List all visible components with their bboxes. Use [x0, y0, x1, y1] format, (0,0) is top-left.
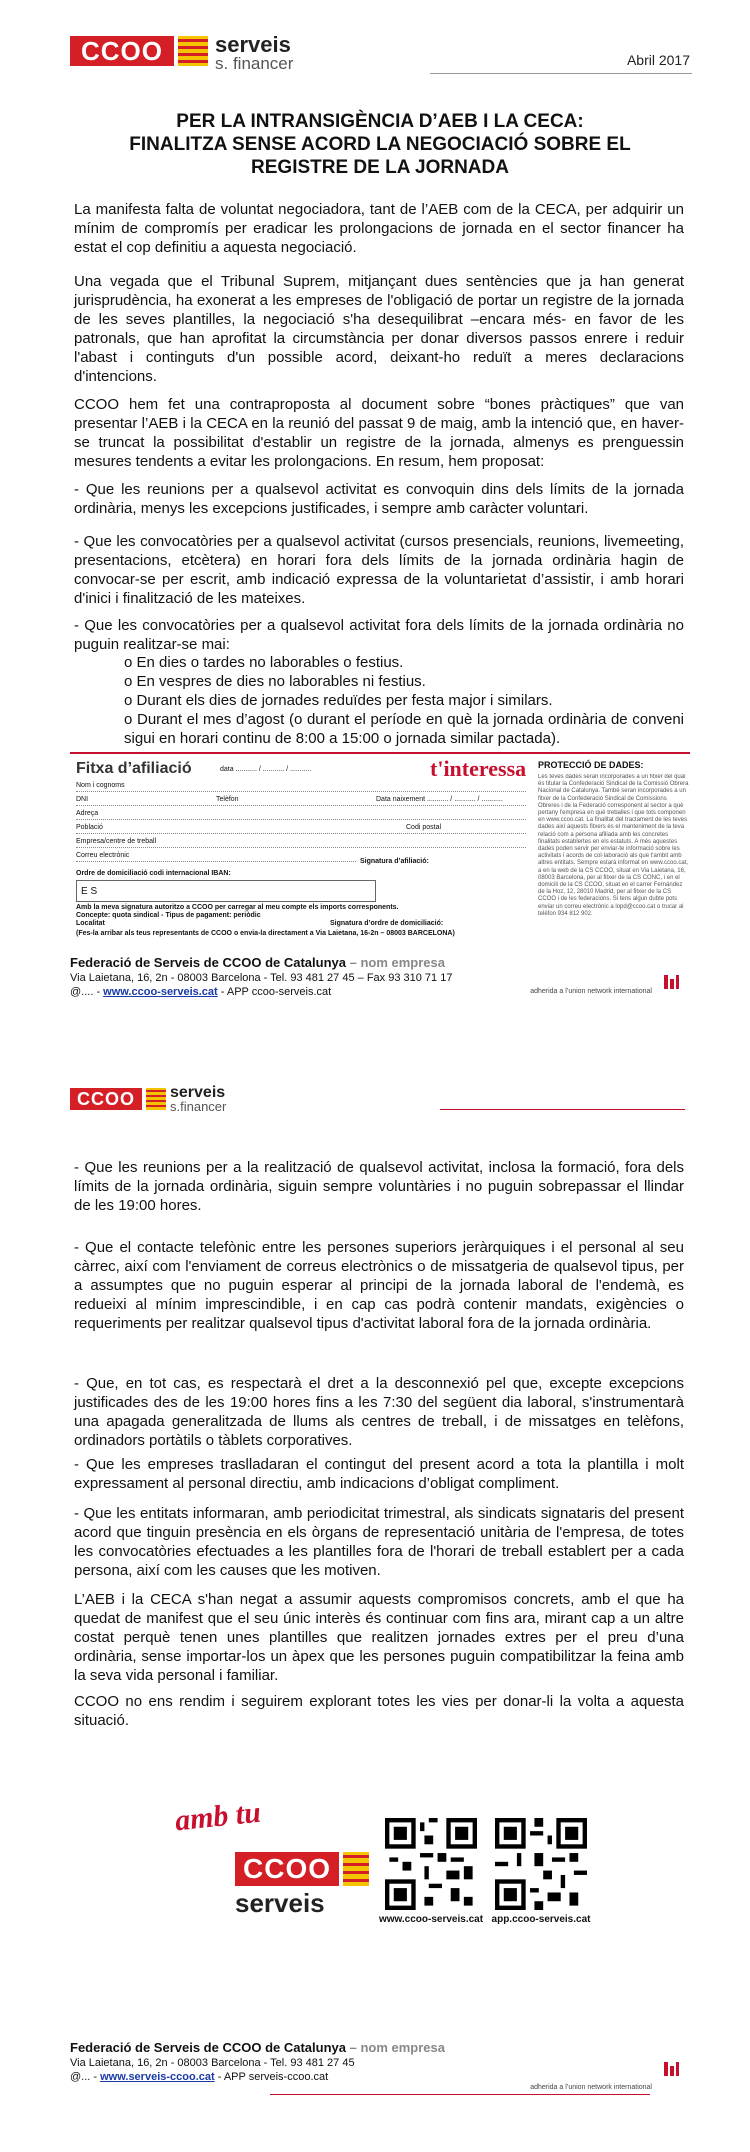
- proposal-item: - Que les reunions per a qualsevol activitat es convoquin dins dels límits de la jornada ordinària, menys les excepcions justificades, i sempre amb caràcter voluntari.: [74, 481, 684, 517]
- federation-name: [70, 2040, 445, 2055]
- name-field[interactable]: [76, 780, 526, 792]
- paragraph-4: L’AEB i la CECA s'han negat a assumir aquests compromisos concrets, amb el que ha quedat de manifest que el seu únic interès és continuar com fins ara, mirant cap a un altre costat perquè tenen unes plantilles que realitzen jornades extres per el preu d’una ordinària, sense importar-los un àpex que les persones puguin compatibilitzar la feina amb la seva vida personal i familiar.: [74, 1591, 684, 1684]
- ccoo-logo-box: CCOO: [235, 1852, 339, 1886]
- website-link[interactable]: www.serveis-ccoo.cat: [100, 2071, 215, 2083]
- proposal-item: - Que les empreses traslladaran el contingut del present acord a tota la plantilla i molt expressament al personal directiu, amb indicacions d’obligat compliment.: [74, 1456, 684, 1492]
- paragraph-5: CCOO no ens rendim i seguirem explorant totes les vies per donar-li la volta a aquesta situació.: [74, 1693, 684, 1729]
- authorization-note: Amb la meva signatura autoritzo a CCOO per carregar al meu compte els imports corresponents.: [76, 904, 399, 911]
- federation-address: Via Laietana, 16, 2n - 08003 Barcelona - Tel. 93 481 27 45 – Fax 93 310 71 17: [70, 972, 453, 984]
- website-link[interactable]: www.ccoo-serveis.cat: [103, 986, 218, 998]
- data-protection-text: Les teves dades seran incorporades a un fitxer del qual és titular la Confederació Sindical de la Comissió Obrera Nacional de Catalunya. També seran incorporades a un fitxer de la Confederació Sindical de Comissions Obreres i de la Federació corresponent al sector a què pertany l'empresa en què treballes i que tots componen en www.ccoo.cat. La finalitat del tractament de les teves dades així aquests fitxers és el manteniment de la teva relació com a persona afiliada amb les concretes finalitats establertes en els estatuts. A més aquestes dades poden servir per enviar-te informació sobre les activitats i acords de col·laboració als que t'ambit amb altres entitats. Sempre estarà informat en www.ccoo.cat, a en la web de la CS CCOO, situat en Via Laietana, 16, 08003 Barcelona, per al fitxer de la CS CONC, i en el domicili de la CS CCOO, situat en el carrer Fernández de la Hoz, 12, 28010 Madrid, per al fitxer de la CS CCOO i de les federacions. Si tens algun dubte pots enviar un correu electrònic a lopd@ccoo.cat o trucar al telèfon 934 812 902.: [538, 774, 689, 917]
- uni-global-union-logo-icon: [662, 2060, 680, 2084]
- ccoo-logo-box: CCOO: [70, 36, 174, 66]
- proposal-item: - Que les convocatòries per a qualsevol activitat fora dels límits de la jornada ordinària no puguin realitzar-se mai:: [74, 617, 684, 653]
- postal-code-label: Codi postal: [406, 824, 442, 831]
- serveis-text: serveis: [235, 1888, 325, 1918]
- sub-item: o Durant el mes d’agost (o durant el període en què la jornada ordinària de conveni sigui en horari continu de 8:00 a 15:00 o jornada similar pactada).: [124, 711, 684, 747]
- federation-name-text: Federació de Serveis de CCOO de Catalunya: [70, 955, 346, 970]
- logo-financer-text: s.financer: [170, 1099, 227, 1114]
- document-title: [80, 110, 680, 179]
- direct-debit-signature-label: Signatura d’ordre de domiciliació:: [330, 920, 444, 927]
- header-divider: [430, 73, 692, 74]
- federation-name-text: Federació de Serveis de CCOO de Catalunya: [70, 2040, 346, 2055]
- sub-item: o Durant els dies de jornades reduïdes per festa major i similars.: [124, 692, 553, 709]
- footer-page-2: [70, 2040, 690, 2120]
- qr-code-icon[interactable]: [385, 1818, 477, 1910]
- address-field[interactable]: [76, 808, 526, 820]
- address-label: Adreça: [76, 810, 99, 817]
- qr-code-icon[interactable]: [495, 1818, 587, 1910]
- name-label: Nom i cognoms: [76, 782, 125, 789]
- email-label: Correu electrònic: [76, 852, 130, 859]
- proposal-item: - Que les reunions per a la realització de qualsevol activitat, inclosa la formació, fora dels límits de la jornada ordinària, siguin sempre voluntàries i no puguin sobrepassar el llindar de les 19:00 hores.: [74, 1159, 684, 1214]
- form-top-rule: [70, 752, 690, 754]
- signature-label: Signatura d’afiliació:: [360, 858, 429, 865]
- qr-app-label: app.ccoo-serveis.cat: [491, 1914, 591, 1925]
- company-field[interactable]: [76, 836, 526, 848]
- catalan-flag-icon: [343, 1852, 369, 1886]
- title-line-2: FINALITZA SENSE ACORD LA NEGOCIACIÓ SOBRE EL: [129, 134, 631, 155]
- iban-label: Ordre de domiciliació codi internacional IBAN:: [76, 870, 231, 877]
- proposal-item: - Que les entitats informaran, amb periodicitat trimestral, als sindicats signataris del present acord que tinguin presència en els òrgans de representació unitària de l'empresa, de totes les convocatòries efectuades a les plantilles fora de l'horari de treball establert per a cada persona, així com les causes que les motiven.: [74, 1505, 684, 1579]
- qr-website-label: www.ccoo-serveis.cat: [378, 1914, 484, 1925]
- email-field[interactable]: [76, 850, 356, 862]
- federation-web: [70, 2071, 328, 2083]
- footer-divider: [270, 2094, 650, 2095]
- federation-web: [70, 986, 331, 998]
- dni-phone-birth-field[interactable]: [76, 794, 526, 806]
- sub-item: o En vespres de dies no laborables ni festius.: [124, 673, 426, 690]
- dni-label: DNI: [76, 796, 89, 803]
- amb-tu-logo: [173, 1795, 375, 1940]
- app-text: - APP ccoo-serveis.cat: [217, 986, 332, 998]
- app-text: - APP serveis-ccoo.cat: [214, 2071, 329, 2083]
- phone-label: Telèfon: [216, 796, 239, 803]
- affiliation-form: [70, 752, 690, 927]
- ccoo-serveis-logo-small: [70, 1084, 270, 1114]
- email-prefix: @... -: [70, 2071, 101, 2083]
- catalan-flag-icon: [178, 36, 208, 66]
- iban-input[interactable]: [76, 880, 376, 902]
- tinteressa-label: t'interessa: [430, 756, 527, 781]
- paragraph-3: CCOO hem fet una contraproposta al document sobre “bones pràctiques” que van presentar l’AEB i la CECA en la reunió del passat 9 de maig, amb la intenció que, en haver-se truncat la possibilitat d'establir un registre de la jornada, almenys es prenguessin mesures tendents a evitar les prolongacions. En resum, hem proposat:: [74, 396, 684, 470]
- ccoo-serveis-logo: [70, 30, 330, 73]
- company-placeholder: – nom empresa: [346, 955, 445, 970]
- federation-address: Via Laietana, 16, 2n - 08003 Barcelona - Tel. 93 481 27 45: [70, 2057, 355, 2069]
- header-divider: [440, 1109, 685, 1110]
- uni-global-union-logo-icon: [662, 973, 680, 997]
- locality-label: Localitat: [76, 920, 105, 927]
- ccoo-logo-box: CCOO: [70, 1088, 142, 1110]
- birth-date-label: Data naixement ........... / ........... / ...........: [376, 796, 503, 803]
- federation-name: [70, 955, 445, 970]
- form-title: Fitxa d’afiliació: [76, 760, 192, 777]
- paragraph-2: Una vegada que el Tribunal Suprem, mitjançant dues sentències que ja han generat jurisprudència, ha exonerat a les empreses de l'obligació de portar un registre de la jornada de les seves plantilles, la negociació s'ha desequilibrat –encara més- en favor de les patronals, que han aprofitat la circumstància per donar diversos passos enrere i reduir l'abast i continguts d'un possible acord, deixant-ho reduït a meres declaracions d'intencions.: [74, 273, 684, 385]
- logo-financer-text: s. financer: [215, 54, 294, 73]
- uni-adherence: adherida a l’union network international: [530, 2084, 652, 2091]
- proposal-item: - Que les convocatòries per a qualsevol activitat (cursos presencials, reunions, livemeeting, presentacions, etcètera) en horari fora dels límits de la jornada ordinària hagin de convocar-se per escrit, amb indicació expressa de la voluntarietat d’assistir, i amb horari d'inici i finalització de les mateixes.: [74, 533, 684, 607]
- catalan-flag-icon: [146, 1088, 166, 1110]
- paragraph-1: La manifesta falta de voluntat negociadora, tant de l’AEB com de la CECA, per adquirir un mínim de compromís per eradicar les prolongacions de jornada en el sector financer ha estat el cop definitiu a aquesta negociació.: [74, 201, 684, 256]
- logo-serveis-text: serveis: [215, 32, 291, 57]
- uni-adherence: adherida a l’union network international: [530, 988, 652, 995]
- company-label: Empresa/centre de treball: [76, 838, 157, 845]
- city-field[interactable]: [76, 822, 526, 834]
- proposal-item: - Que el contacte telefònic entre les persones superiors jeràrquiques i el personal al seu càrrec, així com l'enviament de correus electrònics o de missatgeria de qualsevol tipus, per a assumptes que no puguin esperar al principi de la jornada laboral de l'endemà, es redueixi al mínim imprescindible, i en cap cas podrà contenir mandats, exigències o requeriments per realitzar qualsevol tipus d'activitat laboral fora de la jornada ordinària.: [74, 1239, 684, 1332]
- document-date: Abril 2017: [626, 52, 690, 68]
- title-line-3: REGISTRE DE LA JORNADA: [251, 157, 509, 178]
- proposal-item: - Que, en tot cas, es respectarà el dret a la desconnexió pel que, excepte excepcions justificades des de les 19:00 hores fins a les 7:30 del següent dia laboral, s'instrumentarà una apagada generalitzada de llums als centres de treball, i de missatges en telèfons, ordinadors portàtils o tàblets corporatives.: [74, 1375, 684, 1449]
- sub-item: o En dies o tardes no laborables o festius.: [124, 654, 404, 671]
- amb-tu-text: amb tu: [173, 1795, 263, 1838]
- form-date-label: data ........... / ........... / ...........: [220, 766, 312, 773]
- title-line-1: PER LA INTRANSIGÈNCIA D’AEB I LA CECA:: [176, 111, 584, 132]
- email-prefix: @.... -: [70, 986, 104, 998]
- city-label: Població: [76, 824, 103, 831]
- company-placeholder: – nom empresa: [346, 2040, 445, 2055]
- footer-page-1: [70, 955, 690, 1025]
- data-protection-title: PROTECCIÓ DE DADES:: [538, 760, 644, 770]
- logo-serveis-text: serveis: [170, 1084, 226, 1101]
- form-send-note: (Fes-la arribar als teus representants de CCOO o envia-la directament a Via Laietana, 16-2n – 08003 BARCELONA): [76, 930, 455, 937]
- iban-country-code: E S: [81, 886, 98, 897]
- concept-note: Concepte: quota sindical - Tipus de pagament: periòdic: [76, 912, 261, 919]
